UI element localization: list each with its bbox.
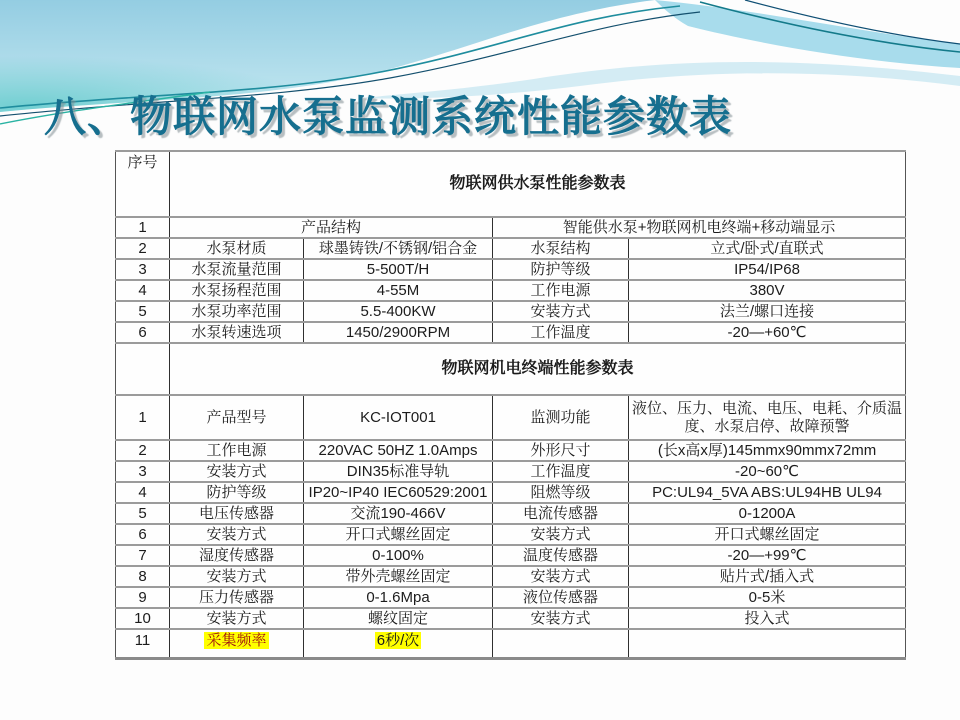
param-cell: 阻燃等级 bbox=[493, 482, 629, 503]
table-row bbox=[116, 238, 906, 259]
value-cell: 0-100% bbox=[304, 545, 493, 566]
value-cell: KC-IOT001 bbox=[304, 395, 493, 440]
value-cell: 5.5-400KW bbox=[304, 301, 493, 322]
highlighted-label: 采集频率 bbox=[206, 632, 267, 649]
row-no-cell: 3 bbox=[116, 259, 170, 280]
value-cell: -20—+60℃ bbox=[629, 322, 906, 343]
highlighted-value: 6秒/次 bbox=[376, 632, 420, 649]
param-cell: 安装方式 bbox=[493, 301, 629, 322]
param-cell: 液位传感器 bbox=[493, 587, 629, 608]
row-no-cell: 10 bbox=[116, 608, 170, 629]
param-cell: 温度传感器 bbox=[493, 545, 629, 566]
param-cell: 防护等级 bbox=[493, 259, 629, 280]
param-cell: 湿度传感器 bbox=[170, 545, 304, 566]
row-no-cell: 2 bbox=[116, 440, 170, 461]
param-cell: 工作电源 bbox=[170, 440, 304, 461]
param-cell: 安装方式 bbox=[170, 566, 304, 587]
value-cell: 球墨铸铁/不锈钢/铝合金 bbox=[304, 238, 493, 259]
param-cell: 工作温度 bbox=[493, 461, 629, 482]
param-cell: 产品结构 bbox=[170, 217, 493, 238]
row-no-cell: 9 bbox=[116, 587, 170, 608]
param-cell: 安装方式 bbox=[170, 461, 304, 482]
value-cell: 1450/2900RPM bbox=[304, 322, 493, 343]
row-no-cell: 5 bbox=[116, 503, 170, 524]
row-no-cell: 5 bbox=[116, 301, 170, 322]
param-cell: 产品型号 bbox=[170, 395, 304, 440]
param-cell: 水泵流量范围 bbox=[170, 259, 304, 280]
spec-table bbox=[115, 150, 906, 660]
section2-header-row bbox=[116, 343, 906, 395]
value-cell: 螺纹固定 bbox=[304, 608, 493, 629]
param-cell: 安装方式 bbox=[170, 524, 304, 545]
table-row bbox=[116, 301, 906, 322]
value-cell: 0-1200A bbox=[629, 503, 906, 524]
table-row bbox=[116, 395, 906, 440]
value-cell: (长x高x厚)145mmx90mmx72mm bbox=[629, 440, 906, 461]
row-no-cell: 8 bbox=[116, 566, 170, 587]
param-cell-highlighted bbox=[170, 629, 304, 659]
table-row bbox=[116, 461, 906, 482]
param-cell: 监测功能 bbox=[493, 395, 629, 440]
param-cell: 水泵扬程范围 bbox=[170, 280, 304, 301]
table-row bbox=[116, 259, 906, 280]
table-row bbox=[116, 503, 906, 524]
table-row bbox=[116, 217, 906, 238]
row-no-cell: 4 bbox=[116, 482, 170, 503]
value-cell: 带外壳螺丝固定 bbox=[304, 566, 493, 587]
value-cell: 智能供水泵+物联网机电终端+移动端显示 bbox=[493, 217, 906, 238]
table-row bbox=[116, 587, 906, 608]
value-cell: 液位、压力、电流、电压、电耗、介质温度、水泵启停、故障预警 bbox=[629, 395, 906, 440]
value-cell: 交流190-466V bbox=[304, 503, 493, 524]
param-cell: 安装方式 bbox=[493, 608, 629, 629]
value-cell: DIN35标准导轨 bbox=[304, 461, 493, 482]
value-cell: IP54/IP68 bbox=[629, 259, 906, 280]
value-cell: 立式/卧式/直联式 bbox=[629, 238, 906, 259]
value-cell: -20—+99℃ bbox=[629, 545, 906, 566]
row-no-cell: 6 bbox=[116, 524, 170, 545]
row-no-cell: 4 bbox=[116, 280, 170, 301]
value-cell: 5-500T/H bbox=[304, 259, 493, 280]
value-cell: 开口式螺丝固定 bbox=[304, 524, 493, 545]
param-cell: 水泵材质 bbox=[170, 238, 304, 259]
value-cell: 0-1.6Mpa bbox=[304, 587, 493, 608]
table-row bbox=[116, 608, 906, 629]
value-cell: 4-55M bbox=[304, 280, 493, 301]
section1-title-cell: 物联网供水泵性能参数表 bbox=[170, 151, 906, 217]
param-cell: 工作电源 bbox=[493, 280, 629, 301]
param-cell: 安装方式 bbox=[493, 566, 629, 587]
table-row bbox=[116, 566, 906, 587]
value-cell: 贴片式/插入式 bbox=[629, 566, 906, 587]
row-no-cell: 1 bbox=[116, 395, 170, 440]
value-cell: 开口式螺丝固定 bbox=[629, 524, 906, 545]
table-row bbox=[116, 482, 906, 503]
param-cell: 水泵结构 bbox=[493, 238, 629, 259]
value-cell: IP20~IP40 IEC60529:2001 bbox=[304, 482, 493, 503]
value-cell: 220VAC 50HZ 1.0Amps bbox=[304, 440, 493, 461]
param-cell: 压力传感器 bbox=[170, 587, 304, 608]
param-cell: 外形尺寸 bbox=[493, 440, 629, 461]
param-cell: 工作温度 bbox=[493, 322, 629, 343]
value-cell: PC:UL94_5VA ABS:UL94HB UL94 bbox=[629, 482, 906, 503]
value-cell: -20~60℃ bbox=[629, 461, 906, 482]
row-no-cell: 6 bbox=[116, 322, 170, 343]
row-no-cell: 1 bbox=[116, 217, 170, 238]
param-cell: 电压传感器 bbox=[170, 503, 304, 524]
param-cell: 安装方式 bbox=[493, 524, 629, 545]
value-cell: 投入式 bbox=[629, 608, 906, 629]
row-no-cell: 7 bbox=[116, 545, 170, 566]
param-cell: 安装方式 bbox=[170, 608, 304, 629]
serial-empty-cell bbox=[116, 343, 170, 395]
row-no-cell: 11 bbox=[116, 629, 170, 659]
param-cell: 防护等级 bbox=[170, 482, 304, 503]
section2-title-cell: 物联网机电终端性能参数表 bbox=[170, 343, 906, 395]
table-row bbox=[116, 322, 906, 343]
value-cell: 0-5米 bbox=[629, 587, 906, 608]
param-cell: 电流传感器 bbox=[493, 503, 629, 524]
row-no-cell: 2 bbox=[116, 238, 170, 259]
wave-blue-ribbon bbox=[655, 0, 960, 68]
table-row bbox=[116, 280, 906, 301]
serial-header-cell: 序号 bbox=[116, 151, 170, 217]
table-row bbox=[116, 629, 906, 659]
value-cell: 法兰/螺口连接 bbox=[629, 301, 906, 322]
param-cell bbox=[493, 629, 629, 659]
row-no-cell: 3 bbox=[116, 461, 170, 482]
param-cell: 水泵转速选项 bbox=[170, 322, 304, 343]
value-cell-highlighted bbox=[304, 629, 493, 659]
table-row bbox=[116, 545, 906, 566]
section1-header-row bbox=[116, 151, 906, 217]
table-row bbox=[116, 440, 906, 461]
page-title: 八、物联网水泵监测系统性能参数表 bbox=[44, 93, 733, 140]
value-cell: 380V bbox=[629, 280, 906, 301]
table-row bbox=[116, 524, 906, 545]
param-cell: 水泵功率范围 bbox=[170, 301, 304, 322]
value-cell bbox=[629, 629, 906, 659]
